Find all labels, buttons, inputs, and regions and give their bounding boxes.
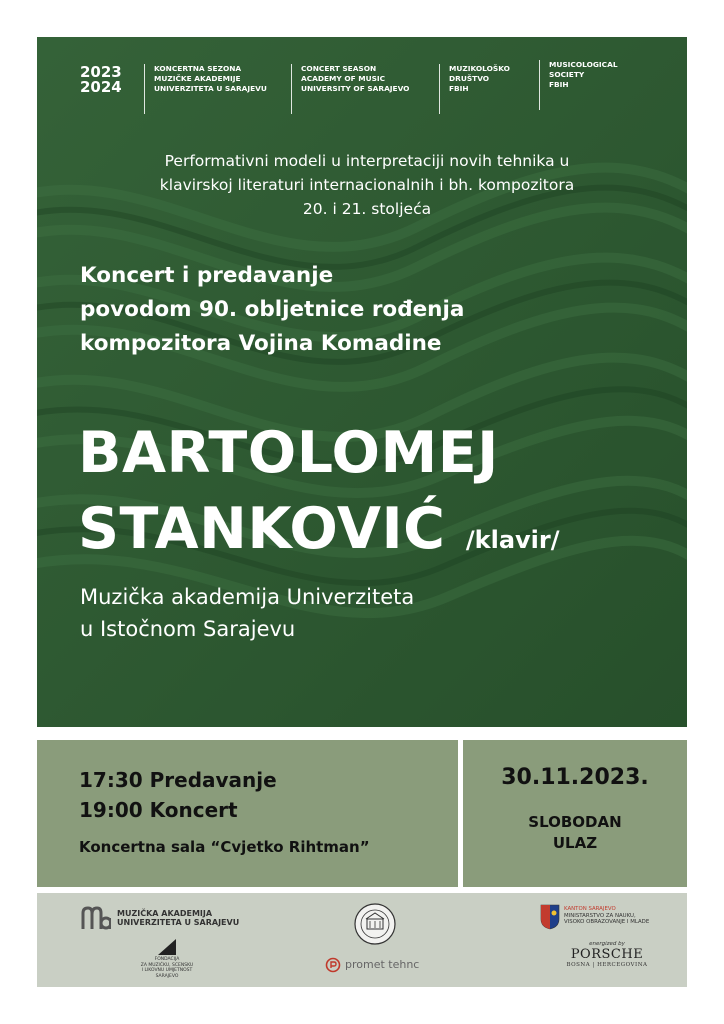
header-col-society-bs xyxy=(439,64,510,114)
academy-name-line: UNIVERZITETA U SARAJEVU xyxy=(117,918,240,927)
header-col-concert-season-en xyxy=(291,64,409,114)
event-line: Koncert i predavanje xyxy=(80,263,334,288)
entry-line: ULAZ xyxy=(552,834,598,852)
concert-time: 19:00 Koncert xyxy=(79,798,238,822)
performer-name xyxy=(78,415,560,578)
header-line: MUSICOLOGICAL xyxy=(549,60,618,69)
kanton-line: VISOKO OBRAZOVANJE I MLADE xyxy=(564,919,650,925)
header-line: CONCERT SEASON xyxy=(301,64,377,73)
promet-name: promet tehnc xyxy=(345,958,420,971)
event-line: povodom 90. obljetnice rođenja xyxy=(80,297,465,322)
entry-info xyxy=(463,812,687,854)
academy-name xyxy=(117,909,239,927)
ma-mark-icon xyxy=(81,905,111,931)
header-line: KONCERTNA SEZONA xyxy=(154,64,242,73)
event-line: kompozitora Vojina Komadine xyxy=(80,331,442,356)
lecture-time: 17:30 Predavanje xyxy=(79,768,277,792)
header-line: MUZIČKE AKADEMIJE xyxy=(154,74,241,83)
foundation-line: FONDACIJA xyxy=(154,957,180,962)
foundation-line: I LIKOVNU UMJETNOST xyxy=(141,968,193,973)
header-line: UNIVERZITETA U SARAJEVU xyxy=(154,84,267,93)
porsche-tagline: energized by xyxy=(589,941,625,947)
institution-line: u Istočnom Sarajevu xyxy=(80,617,296,641)
header-line: FBIH xyxy=(449,84,469,93)
university-seal-icon xyxy=(353,902,397,946)
kanton-name xyxy=(564,906,649,926)
header-col-society-en xyxy=(539,60,618,110)
header-line: ACADEMY OF MUSIC xyxy=(301,74,386,83)
date-box xyxy=(463,740,687,887)
kanton-line: KANTON SARAJEVO xyxy=(564,906,616,912)
performer-institution xyxy=(80,581,414,645)
foundation-line: ZA MUZIČKU, SCENSKU xyxy=(140,962,194,968)
season-year-start: 2023 xyxy=(80,63,122,81)
event-title xyxy=(80,259,464,361)
header-line: SOCIETY xyxy=(549,70,585,79)
subtitle-line: 20. i 21. stoljeća xyxy=(302,200,432,218)
header-line: UNIVERSITY OF SARAJEVO xyxy=(301,84,410,93)
porsche-region: BOSNA | HERCEGOVINA xyxy=(566,962,648,968)
performer-instrument: /klavir/ xyxy=(465,526,560,554)
subtitle-line: klavirskoj literaturi internacionalnih i bh. kompozitora xyxy=(159,176,575,194)
foundation-mark-icon xyxy=(156,937,178,957)
sponsor-bar xyxy=(37,893,687,987)
academy-name-line: MUZIČKA AKADEMIJA xyxy=(117,909,213,918)
foundation-name xyxy=(137,957,197,979)
event-date: 30.11.2023. xyxy=(501,765,649,790)
kanton-logo xyxy=(540,904,670,934)
promet-mark-icon xyxy=(325,957,341,973)
porsche-logo xyxy=(552,941,662,981)
schedule-box xyxy=(37,740,458,887)
header-line: MUZIKOLOŠKO xyxy=(449,64,510,73)
hero-panel xyxy=(37,37,687,727)
promet-logo xyxy=(325,957,445,975)
performer-last-name: STANKOVIĆ xyxy=(78,496,446,562)
venue: Koncertna sala “Cvjetko Rihtman” xyxy=(79,838,370,856)
subtitle-line: Performativni modeli u interpretaciji novih tehnika u xyxy=(164,152,570,170)
header-line: DRUŠTVO xyxy=(449,74,490,83)
institution-line: Muzička akademija Univerziteta xyxy=(80,585,415,609)
performer-first-name: BARTOLOMEJ xyxy=(78,420,499,486)
season-year-end: 2024 xyxy=(80,78,122,96)
performer-last-line xyxy=(78,491,560,578)
project-subtitle xyxy=(77,149,657,221)
header-line: FBIH xyxy=(549,80,569,89)
kanton-coat-of-arms-icon xyxy=(540,904,560,930)
foundation-line: SARAJEVO xyxy=(155,973,179,979)
entry-line: SLOBODAN xyxy=(528,813,622,831)
foundation-logo xyxy=(137,937,197,983)
kanton-line: MINISTARSTVO ZA NAUKU, xyxy=(564,912,636,919)
header-col-concert-season-bs xyxy=(144,64,267,114)
season-years xyxy=(80,65,122,95)
porsche-name: PORSCHE xyxy=(570,947,644,962)
academy-logo xyxy=(81,905,281,935)
